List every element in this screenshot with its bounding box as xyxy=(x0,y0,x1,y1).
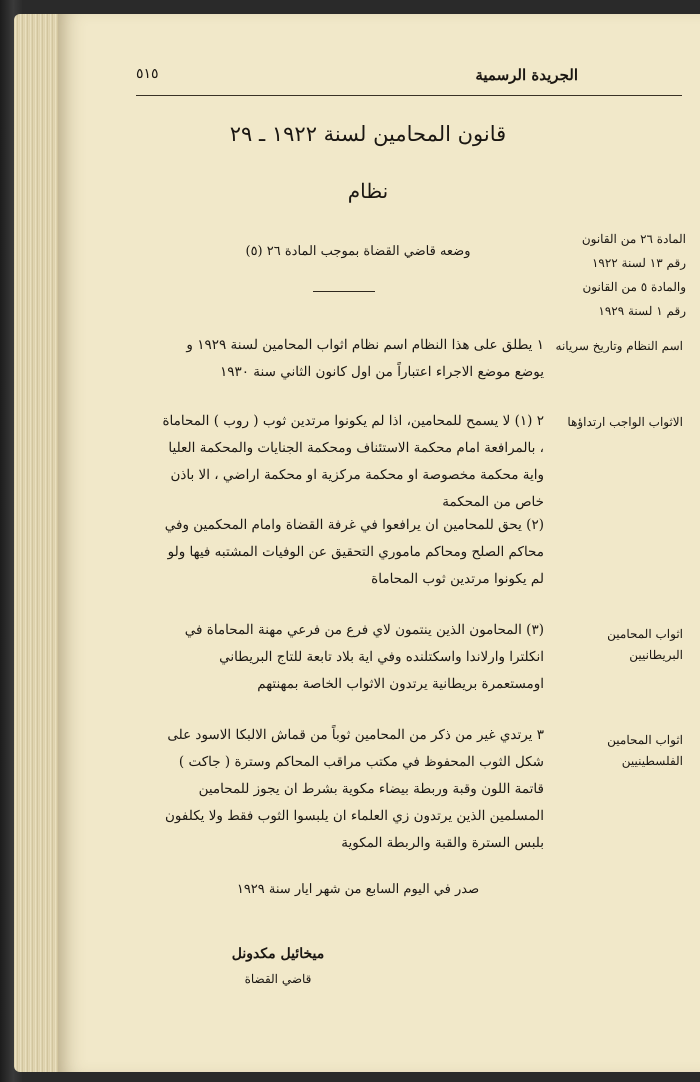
law-title: قانون المحامين لسنة ١٩٢٢ ـ ٢٩ xyxy=(229,122,507,146)
center-divider xyxy=(313,291,375,292)
margin-note: اثواب المحامين البريطانيين xyxy=(607,627,683,662)
gazette-header-title: الجريدة الرسمية xyxy=(475,66,578,84)
header-rule xyxy=(136,95,682,96)
section-paragraph: ٣ يرتدي غير من ذكر من المحامين ثوباً من قماش الالبكا الاسود على شكل الثوب المحفوظ في مكتب مراقب المحاكم وسترة ( جاكت ) قاتمة اللون وقبة وربطة بيضاء مكوية بشرط ان يجوز للمحامين المسلمين الذين يرتدون زي العلماء ان يلبسوا الثوب فقط ولا يكلفون بلبس السترة والقبة والربطة المكوية xyxy=(165,727,544,851)
enacting-authority: وضعه قاضي القضاة بموجب المادة ٢٦ (٥) xyxy=(245,244,471,259)
reference-line: رقم ١٣ لسنة ١٩٢٢ xyxy=(591,256,686,270)
signatory-name: ميخائيل مكدونل xyxy=(231,946,325,962)
reference-line: رقم ١ لسنة ١٩٢٩ xyxy=(598,304,686,318)
reference-line: والمادة ٥ من القانون xyxy=(582,280,686,294)
page-edges xyxy=(14,14,62,1072)
section-paragraph: (٣) المحامون الذين ينتمون لاي فرع من فرعي مهنة المحاماة في انكلترا وارلاندا واسكتلنده وفي اية بلاد تابعة للتاج البريطاني اومستعمرة بريطانية يرتدون الاثواب الخاصة بمهنتهم xyxy=(184,622,544,692)
issued-date: صدر في اليوم السابع من شهر ايار سنة ١٩٢٩ xyxy=(236,882,480,897)
gazette-page xyxy=(58,14,700,1072)
margin-note: اسم النظام وتاريخ سريانه xyxy=(555,339,683,353)
signatory-title: قاضي القضاة xyxy=(244,972,312,986)
section-paragraph: ٢ (١) لا يسمح للمحامين، اذا لم يكونوا مرتدين ثوب ( روب ) المحاماة ، بالمرافعة امام محكمة الاستئناف ومحكمة الجنايات والمحكمة العليا واية محكمة مخصوصة او محكمة مركزية او محكمة اراضي ، الا باذن خاص من المحكمة xyxy=(162,413,544,510)
margin-note: الاثواب الواجب ارتداؤها xyxy=(567,415,683,429)
page-number: ٥١٥ xyxy=(136,66,159,82)
reference-line: المادة ٢٦ من القانون xyxy=(581,232,686,246)
regulation-heading: نظام xyxy=(347,179,389,203)
margin-note: اثواب المحامين الفلسطينيين xyxy=(607,733,683,768)
section-paragraph: (٢) يحق للمحامين ان يرافعوا في غرفة القضاة وامام المحكمين وفي محاكم الصلح ومحاكم ماموري التحقيق عن الوفيات المشتبه فيها ولو لم يكونوا مرتدين ثوب المحاماة xyxy=(164,517,544,587)
section-paragraph: ١ يطلق على هذا النظام اسم نظام اثواب المحامين لسنة ١٩٢٩ و يوضع موضع الاجراء اعتباراً من اول كانون الثاني سنة ١٩٣٠ xyxy=(186,337,544,380)
